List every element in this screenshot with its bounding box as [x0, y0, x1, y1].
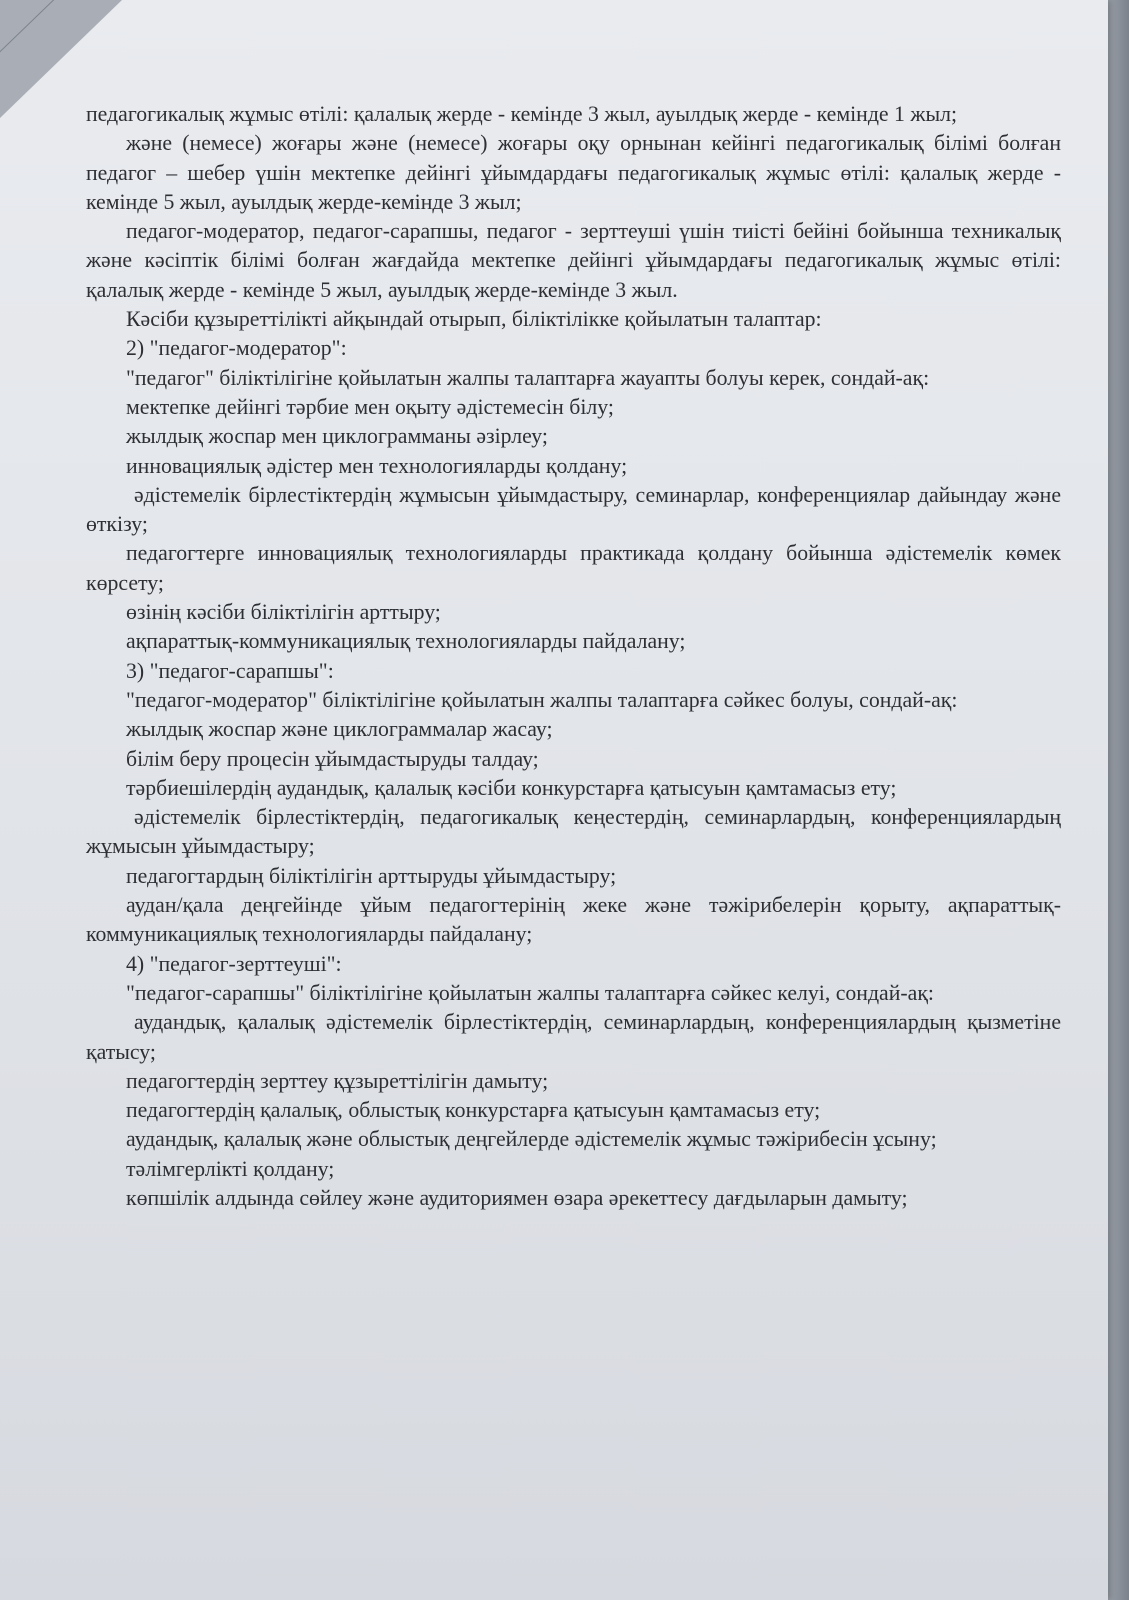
- paragraph: тәлімгерлікті қолдану;: [126, 1156, 335, 1181]
- paragraph: аудандық, қалалық және облыстық деңгейлерде әдістемелік жұмыс тәжірибесін ұсыну;: [126, 1127, 937, 1152]
- paragraph: 3) "педагог-сарапшы":: [126, 658, 334, 683]
- paragraph: Кәсіби құзыреттілікті айқындай отырып, біліктілікке қойылатын талаптар:: [126, 307, 822, 332]
- paragraph: педагогтерге инновациялық технологияларды практикада қолдану бойынша әдістемелік көмек көрсету;: [86, 541, 1061, 595]
- paragraph: мектепке дейінгі тәрбие мен оқыту әдістемесін білу;: [126, 394, 614, 419]
- paragraph: өзінің кәсіби біліктілігін арттыру;: [126, 600, 441, 625]
- paragraph: әдістемелік бірлестіктердің, педагогикалық кеңестердің, семинарлардың, конференциялардың жұмысын ұйымдастыру;: [86, 805, 1061, 859]
- paragraph: тәрбиешілердің аудандық, қалалық кәсіби конкурстарға қатысуын қамтамасыз ету;: [126, 775, 897, 800]
- paragraph: педагогикалық жұмыс өтілі: қалалық жерде - кемінде 3 жыл, ауылдық жерде - кемінде 1 жыл;: [86, 102, 958, 126]
- paragraph: педагогтардың біліктілігін арттыруды ұйымдастыру;: [126, 863, 617, 888]
- paragraph: ақпараттық-коммуникациялық технологияларды пайдалану;: [126, 629, 686, 654]
- paragraph: жылдық жоспар және циклограммалар жасау;: [126, 717, 553, 742]
- paragraph: көпшілік алдында сөйлеу және аудиториямен өзара әрекеттесу дағдыларын дамыту;: [126, 1185, 908, 1210]
- paragraph: аудан/қала деңгейінде ұйым педагогтерінің жеке және тәжірибелерін қорыту, ақпараттық-коммуникациялық технологияларды пайдалану;: [86, 893, 1061, 947]
- paragraph: педагогтердің қалалық, облыстық конкурстарға қатысуын қамтамасыз ету;: [126, 1098, 821, 1123]
- paragraph: "педагог" біліктілігіне қойылатын жалпы талаптарға жауапты болуы керек, сондай-ақ:: [126, 365, 930, 390]
- paragraph: аудандық, қалалық әдістемелік бірлестіктердің, семинарлардың, конференциялардың қызметіне қатысу;: [86, 1010, 1061, 1064]
- paragraph: және (немесе) жоғары және (немесе) жоғары оқу орнынан кейінгі педагогикалық білімі болған педагог – шебер үшін мектепке дейінгі ұйымдардағы педагогикалық жұмыс өтілі: қалалық жерде - кемінде 5 жыл, ауылдық жерде-кемінде 3 жыл;: [86, 131, 1061, 214]
- paragraph: білім беру процесін ұйымдастыруды талдау;: [126, 746, 539, 771]
- paragraph: 4) "педагог-зерттеуші":: [126, 951, 342, 976]
- paragraph: "педагог-сарапшы" біліктілігіне қойылатын жалпы талаптарға сәйкес келуі, сондай-ақ:: [126, 980, 934, 1005]
- paragraph: педагог-модератор, педагог-сарапшы, педагог - зерттеуші үшін тиісті бейіні бойынша техникалық және кәсіптік білімі болған жағдайда мектепке дейінгі ұйымдардағы педагогикалық жұмыс өтілі: қалалық жерде - кемінде 5 жыл, ауылдық жерде-кемінде 3 жыл.: [86, 219, 1061, 302]
- paragraph: инновациялық әдістер мен технологияларды қолдану;: [126, 453, 628, 478]
- document-body: [86, 100, 1061, 1540]
- paragraph: әдістемелік бірлестіктердің жұмысын ұйымдастыру, семинарлар, конференциялар дайындау және өткізу;: [86, 482, 1061, 537]
- paragraph: жылдық жоспар мен циклограмманы әзірлеу;: [126, 424, 548, 449]
- paragraph: "педагог-модератор" біліктілігіне қойылатын жалпы талаптарға сәйкес болуы, сондай-ақ:: [126, 687, 958, 712]
- paragraph: педагогтердің зерттеу құзыреттілігін дамыту;: [126, 1068, 549, 1093]
- paragraph: 2) "педагог-модератор":: [126, 336, 347, 361]
